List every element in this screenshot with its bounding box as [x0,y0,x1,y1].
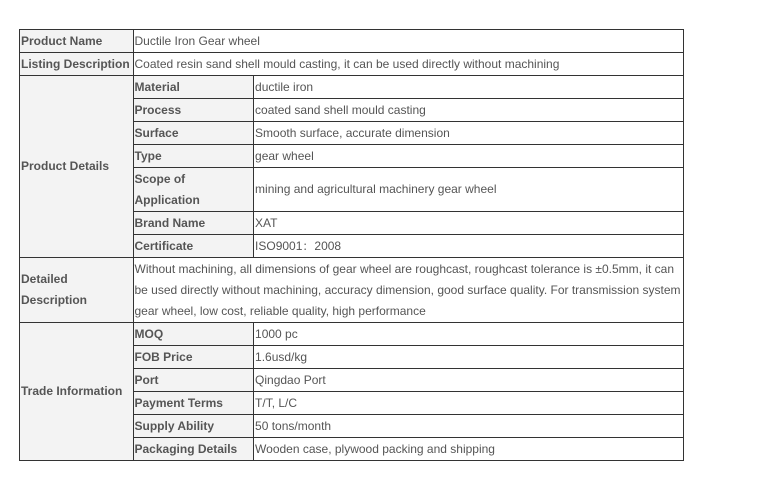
material-value: ductile iron [254,76,684,99]
certificate-value: ISO9001：2008 [254,235,684,258]
type-label: Type [133,145,254,168]
surface-value: Smooth surface, accurate dimension [254,122,684,145]
moq-value: 1000 pc [254,323,684,346]
certificate-label: Certificate [133,235,254,258]
brand-name-label: Brand Name [133,212,254,235]
table-row-material [20,76,684,99]
table-row-detailed-description [20,258,684,323]
port-label: Port [133,369,254,392]
surface-label: Surface [133,122,254,145]
table-row-moq [20,323,684,346]
supply-ability-label: Supply Ability [133,415,254,438]
product-spec-table [19,29,684,461]
trade-information-label: Trade Information [20,323,134,461]
packaging-details-label: Packaging Details [133,438,254,461]
fob-price-label: FOB Price [133,346,254,369]
table-row-product-name [20,30,684,53]
supply-ability-value: 50 tons/month [254,415,684,438]
packaging-details-value: Wooden case, plywood packing and shipping [254,438,684,461]
listing-description-label: Listing Description [20,53,134,76]
material-label: Material [133,76,254,99]
product-name-label: Product Name [20,30,134,53]
detailed-description-value: Without machining, all dimensions of gear wheel are roughcast, roughcast tolerance is ±0.5mm, it can be used directly without machining, accuracy dimension, good surface quality. For transmission system gear wheel, low cost, reliable quality, high performance [133,258,684,323]
port-value: Qingdao Port [254,369,684,392]
product-details-label: Product Details [20,76,134,258]
fob-price-value: 1.6usd/kg [254,346,684,369]
moq-label: MOQ [133,323,254,346]
scope-of-application-label: Scope of Application [133,168,254,212]
table-row-listing-description [20,53,684,76]
type-value: gear wheel [254,145,684,168]
scope-of-application-value: mining and agricultural machinery gear wheel [254,168,684,212]
product-name-value: Ductile Iron Gear wheel [133,30,684,53]
payment-terms-label: Payment Terms [133,392,254,415]
brand-name-value: XAT [254,212,684,235]
process-value: coated sand shell mould casting [254,99,684,122]
listing-description-value: Coated resin sand shell mould casting, it can be used directly without machining [133,53,684,76]
payment-terms-value: T/T, L/C [254,392,684,415]
detailed-description-label: Detailed Description [20,258,134,323]
process-label: Process [133,99,254,122]
